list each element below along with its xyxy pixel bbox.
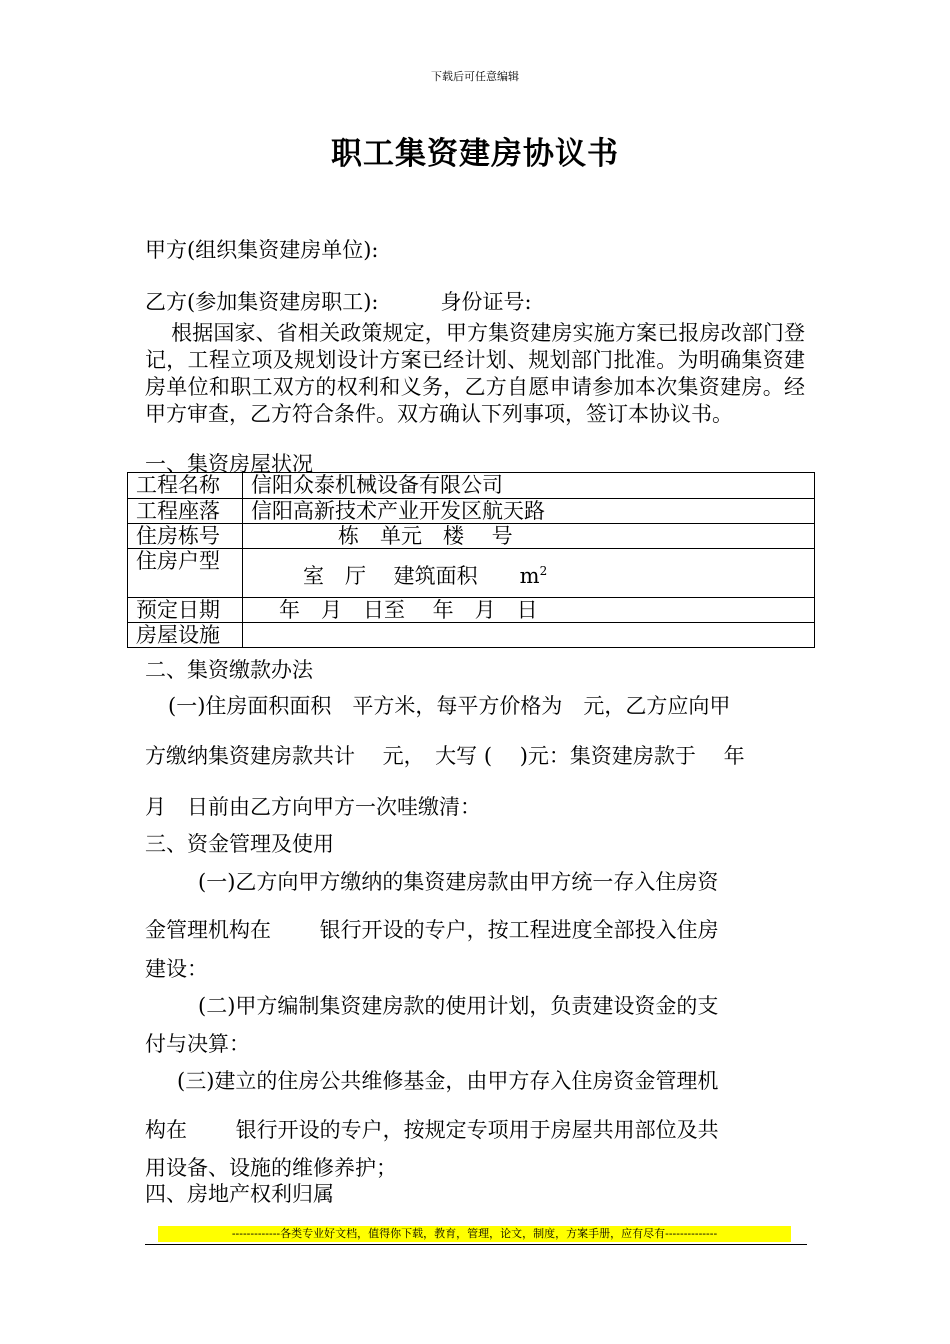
row-value xyxy=(243,623,815,648)
section-1-heading: 一、集资房屋状况 xyxy=(145,452,313,476)
row-label: 预定日期 xyxy=(128,598,243,623)
s2-p1-line-2: 方缴纳集资建房款共计 元， 大写 ( )元：集资建房款于 年 xyxy=(145,744,745,768)
row-label: 住房户型 xyxy=(128,549,243,598)
table-row xyxy=(128,473,815,499)
row-value: 室 厅 建筑面积 m xyxy=(303,563,540,588)
section-3-heading: 三、资金管理及使用 xyxy=(145,832,334,856)
row-label: 房屋设施 xyxy=(128,623,243,648)
s3-p1-line-1: (一)乙方向甲方缴纳的集资建房款由甲方统一存入住房资 xyxy=(198,870,719,894)
id-number-label: 身份证号: xyxy=(440,290,532,314)
row-label: 工程座落 xyxy=(128,499,243,524)
section-2-heading: 二、集资缴款办法 xyxy=(145,658,313,682)
header-note: 下载后可任意编辑 xyxy=(431,70,519,83)
table-row xyxy=(128,524,815,549)
s2-p1-line-3: 月 日前由乙方向甲方一次哇缴清： xyxy=(145,795,481,819)
party-a-line: 甲方(组织集资建房单位): xyxy=(145,238,379,262)
section-4-heading: 四、房地产权利归属 xyxy=(145,1182,334,1206)
row-label: 住房栋号 xyxy=(128,524,243,549)
row-value: 栋 单元 楼 号 xyxy=(243,524,815,549)
document-title: 职工集资建房协议书 xyxy=(331,136,619,172)
row-value: 年 月 日至 年 月 日 xyxy=(243,598,815,623)
party-b-label: 乙方(参加集资建房职工): xyxy=(145,290,379,314)
footer-divider xyxy=(145,1244,807,1245)
s3-p3-line-1: (三)建立的住房公共维修基金，由甲方存入住房资金管理机 xyxy=(177,1069,719,1093)
s3-p3-line-2: 构在 银行开设的专户，按规定专项用于房屋共用部位及共 xyxy=(145,1118,719,1142)
intro-text: 根据国家、省相关政策规定，甲方集资建房实施方案已报房改部门登记，工程立项及规划设计方案已经计划、规划部门批准。为明确集资建房单位和职工双方的权利和义务，乙方自愿申请参加本次集资建房。经甲方审查，乙方符合条件。双方确认下列事项，签订本协议书。 xyxy=(145,321,805,426)
square-superscript: 2 xyxy=(539,563,548,578)
row-label: 工程名称 xyxy=(128,473,243,499)
s3-p2-line-2: 付与决算： xyxy=(145,1032,250,1056)
row-value-cell xyxy=(243,549,815,598)
footer-banner: -------------各类专业好文档，值得你下载，教育，管理，论文，制度，方案手册，应有尽有-------------- xyxy=(158,1226,791,1242)
intro-paragraph xyxy=(145,320,805,428)
party-b-line xyxy=(145,286,532,316)
s2-p1-line-1: (一)住房面积面积 平方米，每平方价格为 元，乙方应向甲 xyxy=(168,694,731,718)
s3-p3-line-3: 用设备、设施的维修养护； xyxy=(145,1156,397,1180)
property-table xyxy=(127,472,815,648)
row-value: 信阳众泰机械设备有限公司 xyxy=(243,473,815,499)
table-row xyxy=(128,623,815,648)
s3-p2-line-1: (二)甲方编制集资建房款的使用计划，负责建设资金的支 xyxy=(198,994,719,1018)
table-row xyxy=(128,549,815,598)
table-row xyxy=(128,598,815,623)
table-row xyxy=(128,499,815,524)
s3-p1-line-3: 建设： xyxy=(145,957,208,981)
row-value: 信阳高新技术产业开发区航天路 xyxy=(243,499,815,524)
s3-p1-line-2: 金管理机构在 银行开设的专户，按工程进度全部投入住房 xyxy=(145,918,719,942)
